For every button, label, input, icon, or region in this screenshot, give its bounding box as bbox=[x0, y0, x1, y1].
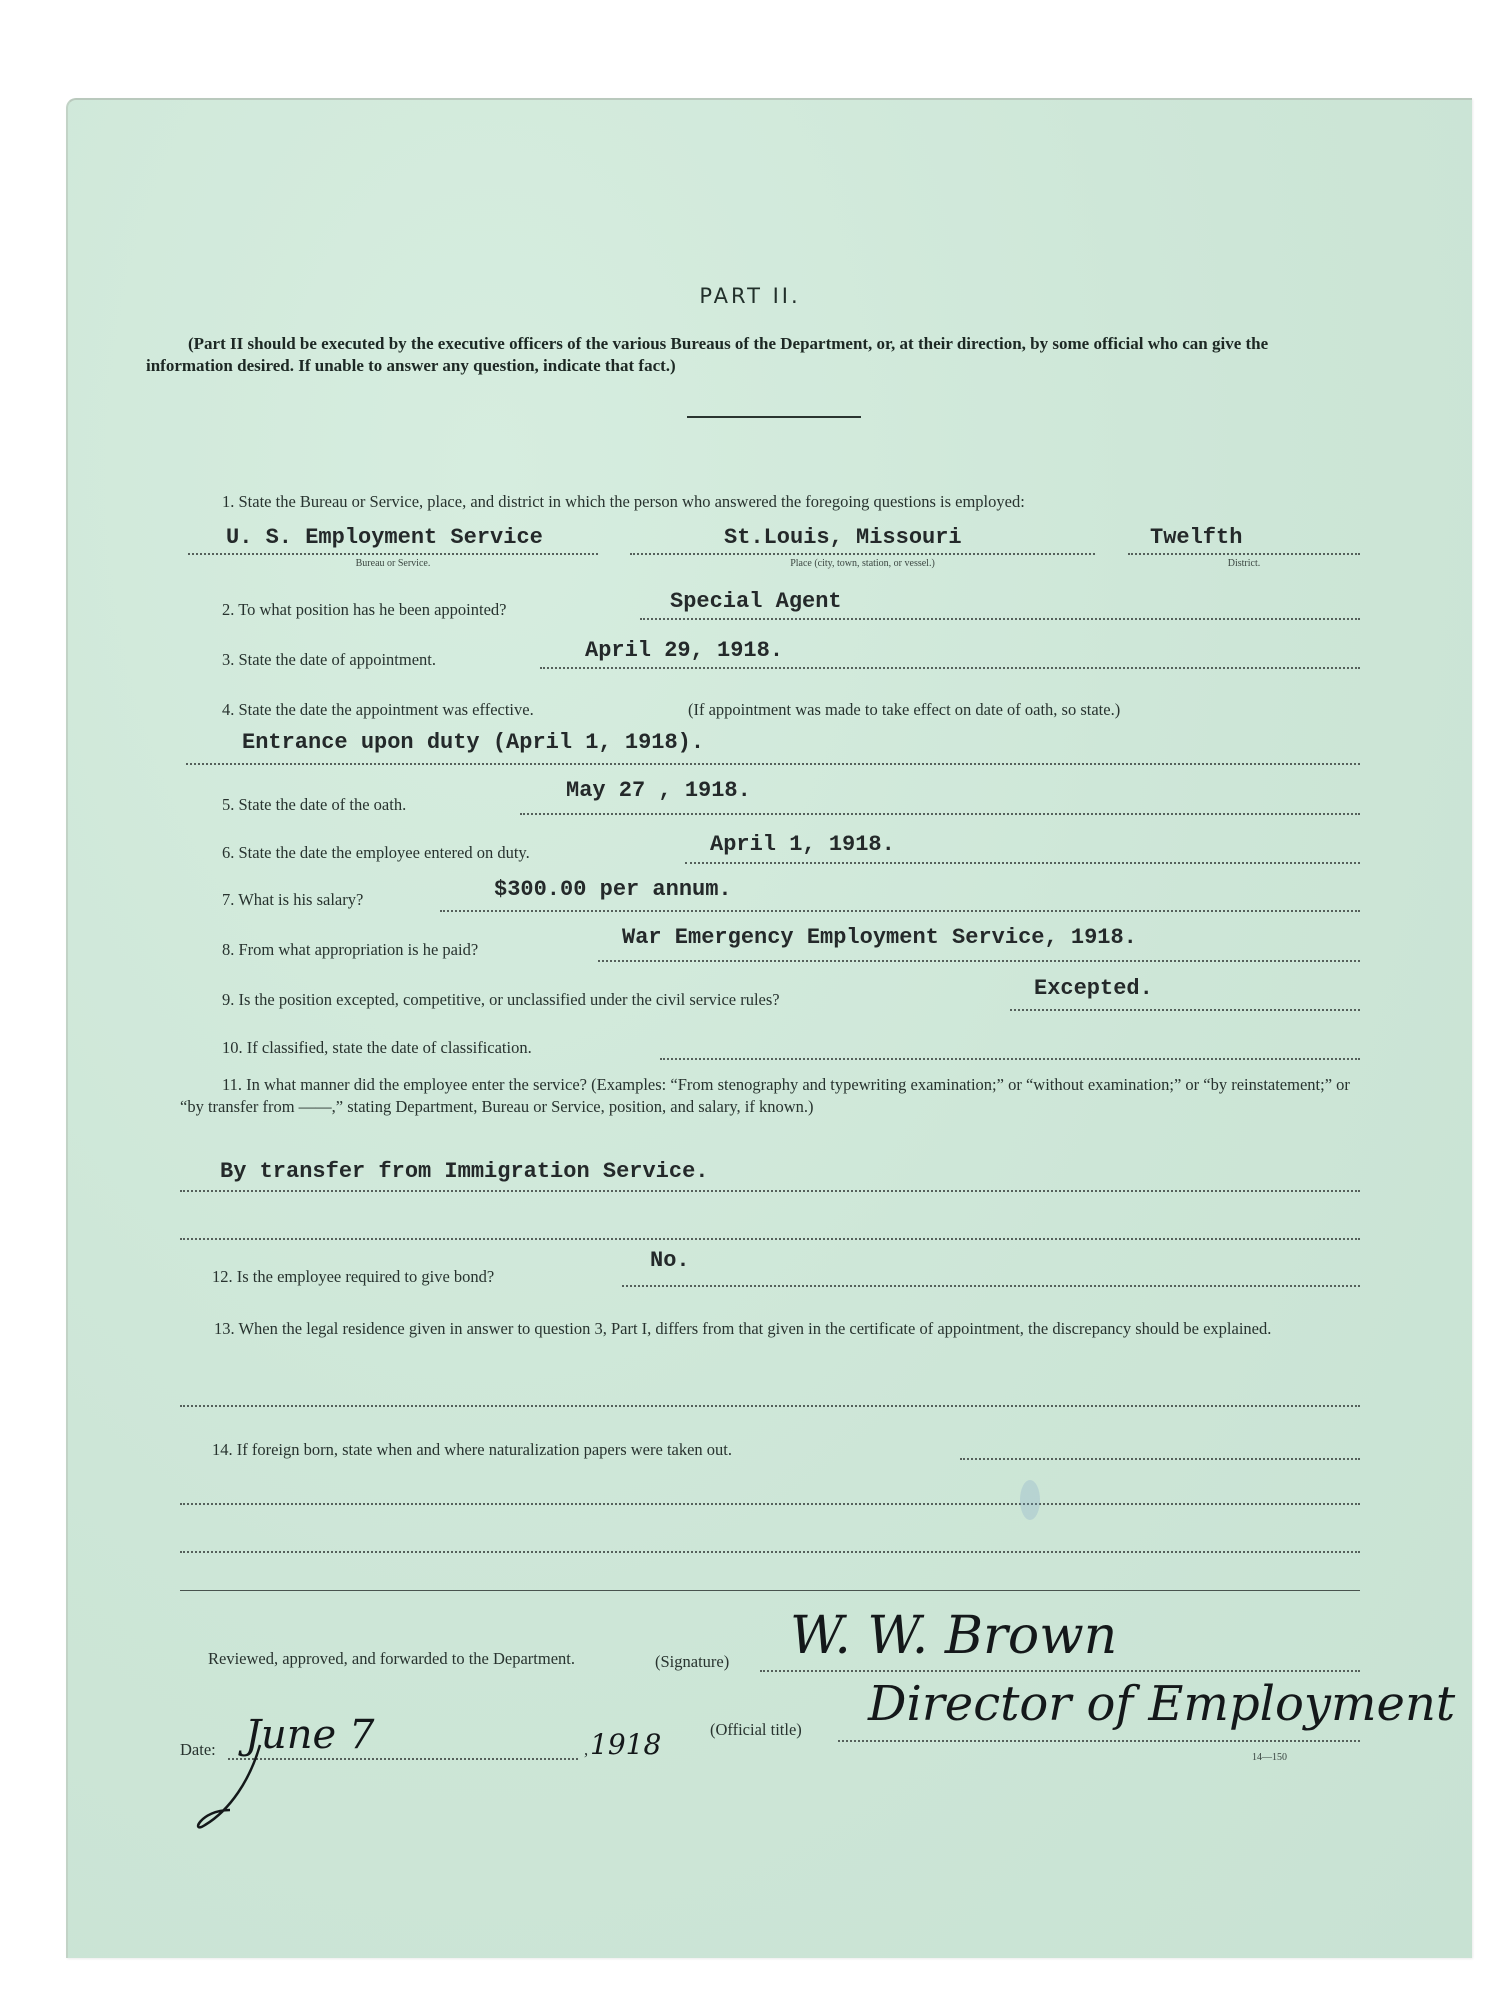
question-6-label: 6. State the date the employee entered on duty. bbox=[222, 843, 530, 862]
official-title-label: (Official title) bbox=[710, 1720, 802, 1739]
q3-line bbox=[540, 667, 1360, 669]
question-8-label: 8. From what appropriation is he paid? bbox=[222, 940, 479, 959]
signature-label: (Signature) bbox=[655, 1652, 730, 1671]
question-12-label: 12. Is the employee required to give bond? bbox=[212, 1267, 495, 1286]
header-divider bbox=[687, 416, 861, 418]
q4-line bbox=[186, 763, 1360, 765]
signature-line bbox=[760, 1670, 1360, 1672]
q1-district-caption: District. bbox=[1227, 558, 1261, 569]
question-5-label: 5. State the date of the oath. bbox=[222, 795, 407, 814]
date-line bbox=[228, 1758, 578, 1760]
date-label: Date: bbox=[180, 1740, 216, 1759]
section-divider bbox=[180, 1590, 1360, 1591]
q14-line-1 bbox=[960, 1458, 1360, 1460]
form-title: PART II. bbox=[699, 284, 801, 308]
signature[interactable]: W. W. Brown bbox=[790, 1606, 1118, 1666]
q1-bureau-caption: Bureau or Service. bbox=[355, 558, 431, 569]
q1-place-line bbox=[630, 553, 1095, 555]
q8-line bbox=[598, 960, 1360, 962]
q11-line-1 bbox=[180, 1190, 1360, 1192]
reviewed-statement: Reviewed, approved, and forwarded to the Department. bbox=[208, 1649, 575, 1668]
question-13-label: 13. When the legal residence given in answer to question 3, Part I, differs from that given in the certificate of appointment, the discrepancy should be explained. bbox=[214, 1319, 1272, 1338]
question-2-label: 2. To what position has he been appointed? bbox=[222, 600, 507, 619]
q8-answer[interactable]: War Emergency Employment Service, 1918. bbox=[622, 925, 1137, 950]
date-handwritten[interactable]: June 7 bbox=[245, 1712, 375, 1758]
q9-answer[interactable]: Excepted. bbox=[1034, 976, 1153, 1001]
question-9-label: 9. Is the position excepted, competitive, or unclassified under the civil service rules? bbox=[222, 990, 780, 1009]
q7-answer[interactable]: $300.00 per annum. bbox=[494, 877, 732, 902]
q2-answer[interactable]: Special Agent bbox=[670, 589, 842, 614]
q12-line bbox=[622, 1285, 1360, 1287]
question-3-label: 3. State the date of appointment. bbox=[222, 650, 436, 669]
q1-place-answer[interactable]: St.Louis, Missouri bbox=[724, 525, 962, 550]
q5-answer[interactable]: May 27 , 1918. bbox=[566, 778, 751, 803]
q2-line bbox=[640, 618, 1360, 620]
question-14-label: 14. If foreign born, state when and where naturalization papers were taken out. bbox=[212, 1440, 733, 1459]
q11-answer[interactable]: By transfer from Immigration Service. bbox=[220, 1159, 709, 1184]
q9-line bbox=[1010, 1009, 1360, 1011]
ink-smudge bbox=[1020, 1480, 1040, 1520]
question-4-note: (If appointment was made to take effect on date of oath, so state.) bbox=[688, 700, 1121, 719]
q13-line bbox=[180, 1405, 1360, 1407]
q6-line bbox=[685, 862, 1360, 864]
q11-line-2 bbox=[180, 1238, 1360, 1240]
q1-district-line bbox=[1128, 553, 1360, 555]
date-year[interactable]: 1918 bbox=[590, 1728, 662, 1761]
date-flourish bbox=[190, 1740, 280, 1840]
question-11-label: 11. In what manner did the employee enter the service? (Examples: “From stenography and typewriting examination;” or “without examination;” or “by reinstatement;” or “by transfer from ——,” stating Department, Bureau or Service, position, and salary, if known.) bbox=[180, 1075, 1350, 1116]
q1-place-caption: Place (city, town, station, or vessel.) bbox=[790, 558, 935, 569]
q1-district-answer[interactable]: Twelfth bbox=[1150, 525, 1243, 550]
question-4-label: 4. State the date the appointment was effective. bbox=[222, 700, 534, 719]
official-title[interactable]: Director of Employment bbox=[868, 1676, 1456, 1732]
q14-line-3 bbox=[180, 1551, 1360, 1553]
official-title-line bbox=[838, 1740, 1360, 1742]
question-1-label: 1. State the Bureau or Service, place, and district in which the person who answered the foregoing questions is employed: bbox=[222, 492, 1025, 511]
q14-line-2 bbox=[180, 1503, 1360, 1505]
q1-bureau-line bbox=[188, 553, 598, 555]
form-number: 14—150 bbox=[1252, 1752, 1287, 1763]
q10-line bbox=[660, 1058, 1360, 1060]
q7-line bbox=[440, 910, 1360, 912]
q4-answer[interactable]: Entrance upon duty (April 1, 1918). bbox=[242, 730, 705, 755]
q1-bureau-answer[interactable]: U. S. Employment Service bbox=[226, 525, 543, 550]
q6-answer[interactable]: April 1, 1918. bbox=[710, 832, 895, 857]
q12-answer[interactable]: No. bbox=[650, 1248, 690, 1273]
q3-answer[interactable]: April 29, 1918. bbox=[585, 638, 784, 663]
form-instructions: (Part II should be executed by the executive officers of the various Bureaus of the Department, or, at their direction, by some official who can give the information desired. If unable to answer any question, indicate that fact.) bbox=[146, 334, 1269, 375]
question-7-label: 7. What is his salary? bbox=[222, 890, 364, 909]
date-year-prefix: , bbox=[584, 1740, 589, 1759]
question-10-label: 10. If classified, state the date of classification. bbox=[222, 1038, 532, 1057]
q5-line bbox=[520, 813, 1360, 815]
